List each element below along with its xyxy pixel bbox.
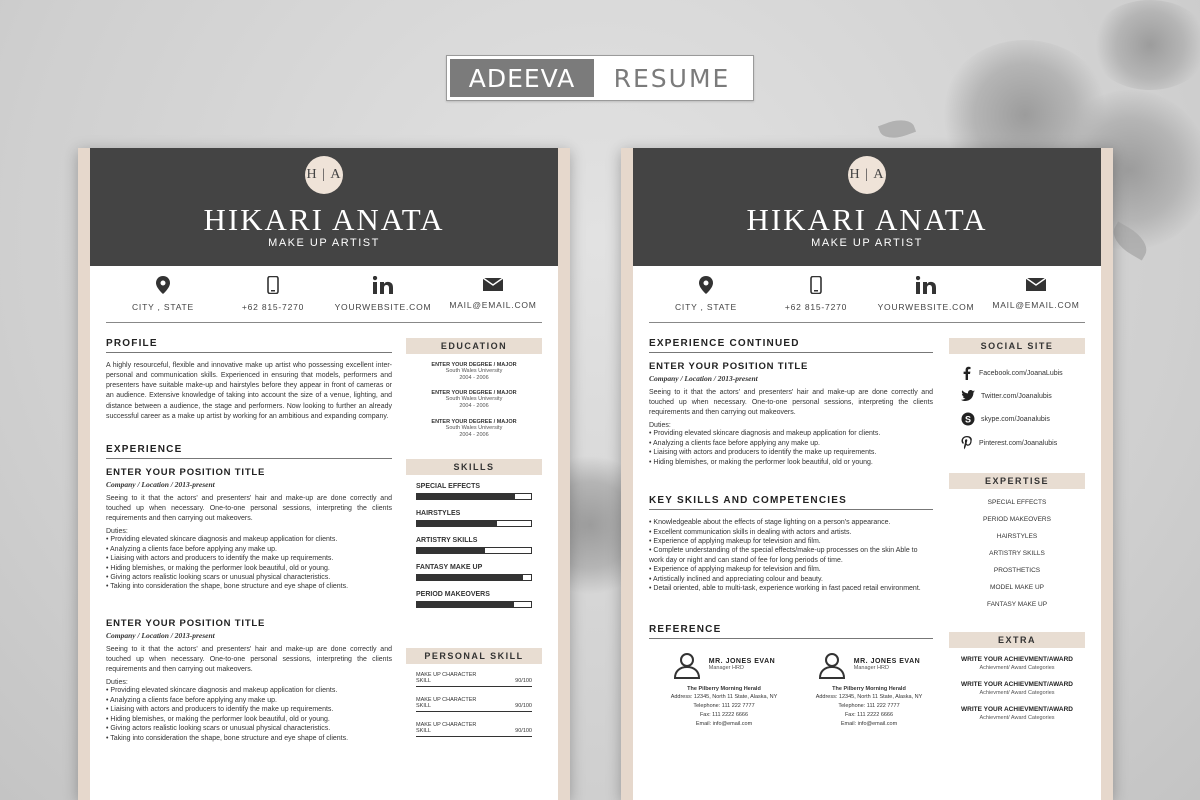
job-entry (106, 618, 392, 743)
social-item: Twitter.com/Joanalubis (961, 390, 1073, 402)
extra-item: WRITE YOUR ACHIEVMENT/AWARD Achievment/ Award Categories (961, 706, 1073, 721)
personal-skill-item: MAKE UP CHARACTER SKILL 90/100 (416, 722, 532, 737)
list-item: • Knowledgeable about the effects of stage lighting on a person's appearance. (649, 518, 933, 527)
skill-bar (416, 574, 532, 581)
skill-bar-fill (417, 548, 485, 553)
floral-decoration (1090, 0, 1200, 90)
job-description: Seeing to it that the actors' and presenters' hair and make-up are done correctly and touched up when necessary. One-to-one personal sessions, interpreting the clients requirements and then carrying out makeovers. (106, 494, 392, 523)
brand-logo (446, 55, 754, 101)
main-column (649, 338, 933, 747)
contact-phone: +62 815-7270 (761, 276, 871, 315)
list-item: • Analyzing a clients face before applying any make up. (106, 545, 392, 554)
resume-page-1 (78, 148, 570, 800)
candidate-name: HIKARI ANATA (203, 202, 445, 237)
skill-item: HAIRSTYLES (416, 510, 532, 527)
section-title-social-site: SOCIAL SITE (949, 338, 1085, 354)
list-item: • Providing elevated skincare diagnosis and makeup application for clients. (106, 535, 392, 544)
job-title: ENTER YOUR POSITION TITLE (106, 617, 266, 629)
section-title-profile: PROFILE (106, 338, 392, 353)
list-item: MODEL MAKE UP (990, 584, 1044, 591)
phone-icon (810, 276, 822, 294)
skill-bar (416, 520, 532, 527)
pinterest-icon (961, 436, 973, 451)
list-item: • Liaising with actors and producers to identify the make up requirements. (649, 448, 933, 457)
skill-bar-fill (417, 494, 515, 499)
contact-website: YOURWEBSITE.COM (328, 276, 438, 315)
list-item: • Experience of applying makeup for television and film. (649, 565, 933, 574)
duties-label: Duties: (649, 422, 671, 430)
personal-skill-item: MAKE UP CHARACTER SKILL 90/100 (416, 697, 532, 712)
job-description: Seeing to it that the actors' and presenters' hair and make-up are done correctly and touched up when necessary. One-to-one personal sessions, interpreting the clients requirements and then carrying out makeovers. (649, 389, 933, 417)
contact-email: MAIL@EMAIL.COM (981, 276, 1091, 313)
skype-icon (961, 412, 975, 426)
main-column (106, 338, 392, 743)
list-item: PERIOD MAKEOVERS (983, 516, 1051, 523)
section-title-experience: EXPERIENCE (106, 444, 392, 459)
job-description: Seeing to it that the actors' and presenters' hair and make-up are done correctly and touched up when necessary. One-to-one personal sessions, interpreting the clients requirements and then carrying out makeovers. (106, 645, 392, 674)
key-skills-list (649, 518, 933, 594)
twitter-icon (961, 390, 975, 402)
linkedin-icon (916, 276, 936, 294)
list-item: • Detail oriented, able to multi-task, experience working in fast paced retail environment. (649, 584, 933, 593)
mail-icon (1026, 276, 1046, 292)
list-item: FANTASY MAKE UP (986, 601, 1048, 608)
resume-header (90, 148, 558, 266)
list-item: HAIRSTYLES (996, 533, 1038, 540)
social-item: S skype.com/Joanalubis (961, 412, 1073, 426)
section-title-reference: REFERENCE (649, 624, 933, 639)
contact-row (90, 276, 558, 320)
logo-part1: ADEEVA (450, 59, 594, 97)
list-item: • Providing elevated skincare diagnosis and makeup application for clients. (649, 429, 933, 438)
skill-bar (416, 547, 532, 554)
social-list (949, 362, 1085, 451)
job-title: ENTER YOUR POSITION TITLE (106, 466, 266, 478)
duties-list (649, 429, 933, 467)
section-title-experience-continued: EXPERIENCE CONTINUED (649, 338, 933, 353)
list-item: PROSTHETICS (993, 567, 1041, 574)
list-item: • Artistically inclined and appreciating colour and beauty. (649, 575, 933, 584)
reference-card: MR. JONES EVAN Manager HRD The Pilberry Morning Herald Address: 12345, North 11 State, Alaska, NY Telephone: 111 222 7777 Fax: 111 2222 6666 Email: info@email.com (804, 651, 934, 729)
reference-list (649, 647, 933, 747)
skill-bar (416, 493, 532, 500)
section-title-extra: EXTRA (949, 632, 1085, 648)
list-item: • Hiding blemishes, or making the performer look beautiful, old or young. (649, 458, 933, 467)
skill-item: PERIOD MAKEOVERS (416, 591, 532, 608)
skill-item: FANTASY MAKE UP (416, 564, 532, 581)
skill-item: SPECIAL EFFECTS (416, 483, 532, 500)
personal-skill-list (406, 672, 542, 737)
divider (106, 322, 542, 323)
duties-list (106, 535, 392, 592)
list-item: • Experience of applying makeup for television and film. (649, 537, 933, 546)
facebook-icon (961, 366, 973, 380)
job-title: ENTER YOUR POSITION TITLE (649, 361, 809, 372)
personal-skill-item: MAKE UP CHARACTER SKILL 90/100 (416, 672, 532, 687)
skill-bar (416, 601, 532, 608)
skill-bar-fill (417, 521, 497, 526)
list-item: • Analyzing a clients face before applying any make up. (649, 439, 933, 448)
skill-bar-fill (417, 602, 514, 607)
job-entry (649, 361, 933, 467)
person-icon (818, 651, 846, 679)
location-pin-icon (156, 276, 170, 294)
skill-item: ARTISTRY SKILLS (416, 537, 532, 554)
list-item: • Taking into consideration the shape, bone structure and eye shape of clients. (106, 734, 392, 743)
section-title-expertise: EXPERTISE (949, 473, 1085, 489)
contact-email: MAIL@EMAIL.COM (438, 276, 548, 313)
logo-part2: RESUME (613, 63, 731, 93)
list-item: ARTISTRY SKILLS (989, 550, 1045, 557)
mail-icon (483, 276, 503, 292)
expertise-list (949, 497, 1085, 608)
education-item: ENTER YOUR DEGREE / MAJOR South Wales University 2004 - 2006 (431, 418, 517, 438)
profile-text: A highly resourceful, flexible and innovative make up artist who possessing excellent inter-personal and communication skills. Experienced in ensuring that models, performers and presenters have suitable make-up and hairstyles before they appear in front of cameras or an audience. Extensive knowledge of taking into account the size of a venue, lighting, and distance between a audience, the stage and performers. Now looking to further an already successful career as a make up artist by working for an ambitious and expanding company. (106, 362, 392, 420)
job-company: Company / Location / 2013-present (106, 479, 215, 489)
svg-text:S: S (964, 414, 972, 425)
social-item: Pinterest.com/Joanalubis (961, 436, 1073, 451)
job-entry (106, 467, 392, 592)
section-title-education: EDUCATION (406, 338, 542, 354)
duties-label: Duties: (106, 528, 128, 536)
list-item: • Providing elevated skincare diagnosis and makeup application for clients. (106, 686, 392, 695)
contact-location: CITY , STATE (651, 276, 761, 315)
side-column (406, 338, 542, 747)
divider (649, 322, 1085, 323)
education-item: ENTER YOUR DEGREE / MAJOR South Wales University 2004 - 2006 (431, 390, 517, 410)
phone-icon (267, 276, 279, 294)
section-title-skills: SKILLS (406, 459, 542, 475)
contact-website: YOURWEBSITE.COM (871, 276, 981, 315)
skill-bar-fill (417, 575, 523, 580)
extra-item: WRITE YOUR ACHIEVMENT/AWARD Achievment/ Award Categories (961, 681, 1073, 696)
list-item: • Giving actors realistic looking scars or unusual physical characteristics. (106, 573, 392, 582)
linkedin-icon (373, 276, 393, 294)
list-item: • Taking into consideration the shape, bone structure and eye shape of clients. (106, 582, 392, 591)
list-item: • Hiding blemishes, or making the performer look beautiful, old or young. (106, 564, 392, 573)
location-pin-icon (699, 276, 713, 294)
job-company: Company / Location / 2013-present (649, 374, 758, 383)
candidate-role: MAKE UP ARTIST (268, 237, 380, 249)
list-item: • Liaising with actors and producers to identify the make up requirements. (106, 705, 392, 714)
contact-phone: +62 815-7270 (218, 276, 328, 315)
section-title-key-skills: KEY SKILLS AND COMPETENCIES (649, 495, 933, 510)
list-item: • Complete understanding of the special effects/make-up processes on the skin Able to work day or night and can stand of fee for long periods of time. (649, 546, 933, 565)
extra-list (949, 656, 1085, 721)
list-item: • Analyzing a clients face before applying any make up. (106, 696, 392, 705)
extra-item: WRITE YOUR ACHIEVMENT/AWARD Achievment/ Award Categories (961, 656, 1073, 671)
resume-header (633, 148, 1101, 266)
section-title-personal-skill: PERSONAL SKILL (406, 648, 542, 664)
list-item: • Giving actors realistic looking scars or unusual physical characteristics. (106, 724, 392, 733)
list-item: • Excellent communication skills in dealing with actors and artists. (649, 528, 933, 537)
education-item: ENTER YOUR DEGREE / MAJOR South Wales University 2004 - 2006 (431, 362, 517, 382)
person-icon (673, 651, 701, 679)
list-item: • Liaising with actors and producers to identify the make up requirements. (106, 554, 392, 563)
side-column (949, 338, 1085, 731)
list-item: • Hiding blemishes, or making the performer look beautiful, old or young. (106, 715, 392, 724)
candidate-role: MAKE UP ARTIST (811, 237, 923, 249)
duties-list (106, 686, 392, 743)
list-item: SPECIAL EFFECTS (987, 499, 1047, 506)
contact-row (633, 276, 1101, 320)
candidate-name: HIKARI ANATA (746, 202, 988, 237)
job-company: Company / Location / 2013-present (106, 630, 215, 640)
monogram: H | A (848, 156, 886, 194)
resume-page-2 (621, 148, 1113, 800)
reference-card: MR. JONES EVAN Manager HRD The Pilberry Morning Herald Address: 12345, North 11 State, Alaska, NY Telephone: 111 222 7777 Fax: 111 2222 6666 Email: info@email.com (659, 651, 789, 729)
contact-location: CITY , STATE (108, 276, 218, 315)
skills-list (406, 483, 542, 608)
social-item: Facebook.com/JoanaLubis (961, 366, 1073, 380)
monogram: H | A (305, 156, 343, 194)
duties-label: Duties: (106, 679, 128, 687)
